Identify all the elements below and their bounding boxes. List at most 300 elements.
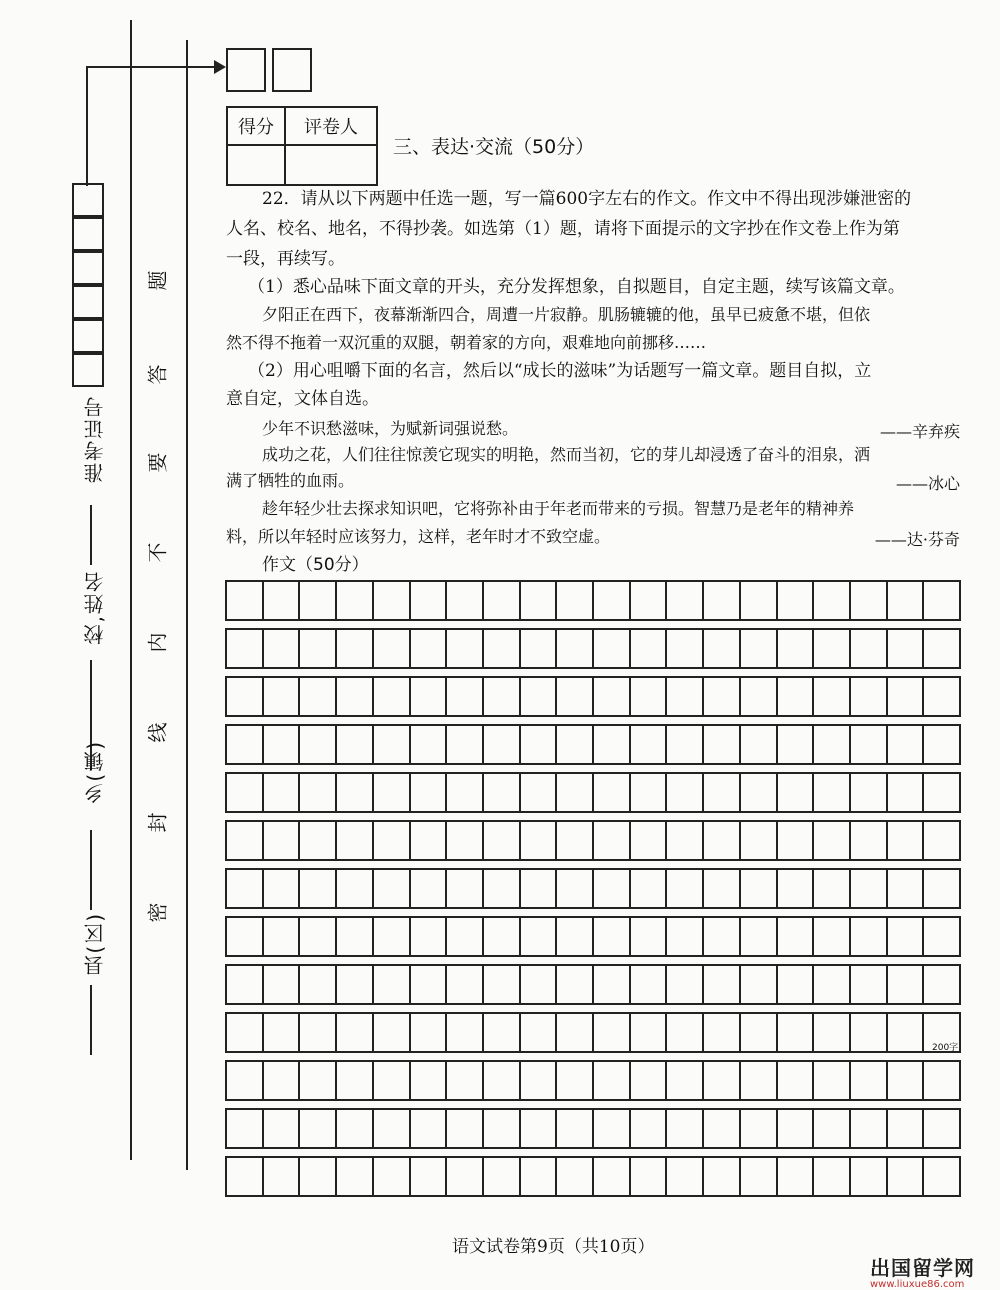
grid-cell[interactable] xyxy=(594,822,631,859)
grid-cell[interactable] xyxy=(631,822,668,859)
grid-cell[interactable] xyxy=(924,678,961,715)
grid-cell[interactable] xyxy=(521,582,558,619)
grid-cell[interactable] xyxy=(411,582,448,619)
grid-cell[interactable] xyxy=(667,918,704,955)
grid-cell[interactable] xyxy=(300,822,337,859)
grid-cell[interactable] xyxy=(411,774,448,811)
grid-cell[interactable] xyxy=(667,822,704,859)
grid-cell[interactable] xyxy=(851,726,888,763)
grid-cell[interactable] xyxy=(447,1062,484,1099)
grid-cell[interactable] xyxy=(411,966,448,1003)
grid-cell[interactable] xyxy=(741,1014,778,1051)
grid-cell[interactable] xyxy=(447,918,484,955)
grid-cell[interactable] xyxy=(300,774,337,811)
grid-cell[interactable] xyxy=(557,1014,594,1051)
page-footer: 语文试卷第9页（共10页） xyxy=(452,1237,655,1257)
grid-cell[interactable] xyxy=(447,582,484,619)
grid-cell[interactable] xyxy=(300,726,337,763)
grid-cell[interactable] xyxy=(851,630,888,667)
grid-cell[interactable] xyxy=(741,1062,778,1099)
grid-cell[interactable] xyxy=(521,678,558,715)
grid-cell[interactable] xyxy=(225,918,264,955)
grid-cell[interactable] xyxy=(557,630,594,667)
grid-cell[interactable] xyxy=(741,774,778,811)
author-1: ——辛弃疾 xyxy=(879,422,960,441)
grid-cell[interactable] xyxy=(778,678,815,715)
grid-cell[interactable] xyxy=(888,630,925,667)
grid-cell[interactable] xyxy=(631,726,668,763)
grid-cell[interactable] xyxy=(374,822,411,859)
grid-cell[interactable] xyxy=(521,966,558,1003)
grid-cell[interactable] xyxy=(374,918,411,955)
grid-cell[interactable] xyxy=(888,1014,925,1051)
grid-row xyxy=(225,868,961,909)
grid-cell[interactable] xyxy=(521,726,558,763)
grader-label: 评卷人 xyxy=(285,107,377,145)
quote-1: 少年不识愁滋味，为赋新词强说愁。 xyxy=(262,419,519,438)
grid-cell[interactable] xyxy=(521,822,558,859)
grid-cell[interactable] xyxy=(300,582,337,619)
grid-cell[interactable] xyxy=(814,582,851,619)
grid-cell[interactable] xyxy=(484,1158,521,1195)
grid-cell[interactable] xyxy=(225,1158,264,1195)
grid-cell[interactable] xyxy=(778,774,815,811)
grid-cell[interactable] xyxy=(337,1110,374,1147)
grid-cell[interactable] xyxy=(888,726,925,763)
grid-cell[interactable] xyxy=(225,726,264,763)
grid-cell[interactable] xyxy=(337,1014,374,1051)
grid-cell[interactable] xyxy=(557,726,594,763)
grid-cell[interactable] xyxy=(741,678,778,715)
grid-cell[interactable] xyxy=(778,966,815,1003)
grid-cell[interactable] xyxy=(557,1158,594,1195)
grid-cell[interactable] xyxy=(374,870,411,907)
grid-cell[interactable] xyxy=(924,774,961,811)
grid-cell[interactable] xyxy=(667,870,704,907)
grid-row xyxy=(225,916,961,957)
id-box-5[interactable] xyxy=(72,319,104,353)
grid-cell[interactable] xyxy=(484,678,521,715)
grid-cell[interactable] xyxy=(704,870,741,907)
grid-cell[interactable] xyxy=(484,726,521,763)
grid-cell[interactable] xyxy=(225,582,264,619)
grid-cell[interactable] xyxy=(814,1014,851,1051)
grid-cell[interactable] xyxy=(851,582,888,619)
grid-cell[interactable] xyxy=(374,630,411,667)
grid-cell[interactable] xyxy=(924,966,961,1003)
grid-cell[interactable] xyxy=(447,1014,484,1051)
grid-cell[interactable] xyxy=(484,966,521,1003)
grid-cell[interactable] xyxy=(594,774,631,811)
grid-cell[interactable] xyxy=(374,1158,411,1195)
grid-cell[interactable] xyxy=(594,630,631,667)
grid-cell[interactable] xyxy=(557,870,594,907)
grid-cell[interactable] xyxy=(484,774,521,811)
id-box-2[interactable] xyxy=(72,217,104,251)
grid-cell[interactable] xyxy=(337,1158,374,1195)
grid-cell[interactable] xyxy=(300,1014,337,1051)
grid-cell[interactable] xyxy=(667,774,704,811)
grid-cell[interactable] xyxy=(667,1062,704,1099)
grid-cell[interactable] xyxy=(594,678,631,715)
grid-cell[interactable] xyxy=(631,1062,668,1099)
grid-cell[interactable] xyxy=(851,678,888,715)
grid-cell[interactable] xyxy=(557,822,594,859)
grid-cell[interactable] xyxy=(557,1110,594,1147)
grid-cell[interactable] xyxy=(631,1158,668,1195)
grid-cell[interactable] xyxy=(667,1014,704,1051)
seal-char-7: 封 xyxy=(145,812,170,833)
grid-cell[interactable] xyxy=(704,774,741,811)
quote-2-line-2: 满了牺牲的血雨。 xyxy=(226,471,355,490)
grid-cell[interactable] xyxy=(264,1158,301,1195)
grid-cell[interactable] xyxy=(264,678,301,715)
grid-cell[interactable] xyxy=(374,774,411,811)
grid-cell[interactable] xyxy=(337,870,374,907)
blank-school[interactable] xyxy=(90,505,92,565)
grid-cell[interactable] xyxy=(667,1110,704,1147)
grid-cell[interactable] xyxy=(631,774,668,811)
grid-cell[interactable] xyxy=(888,918,925,955)
grid-cell[interactable] xyxy=(704,582,741,619)
grid-cell[interactable] xyxy=(447,1158,484,1195)
grid-cell[interactable] xyxy=(484,1062,521,1099)
grid-cell[interactable] xyxy=(851,1062,888,1099)
grid-cell[interactable] xyxy=(484,870,521,907)
grid-cell[interactable] xyxy=(264,822,301,859)
grid-gap xyxy=(225,813,961,820)
grid-cell[interactable] xyxy=(631,870,668,907)
grid-cell[interactable] xyxy=(264,774,301,811)
grid-cell[interactable] xyxy=(888,822,925,859)
grid-cell[interactable] xyxy=(484,918,521,955)
grid-gap xyxy=(225,861,961,868)
grid-cell[interactable] xyxy=(704,966,741,1003)
grid-cell[interactable] xyxy=(225,1062,264,1099)
grid-cell[interactable] xyxy=(374,678,411,715)
grid-cell[interactable] xyxy=(704,1110,741,1147)
grid-cell[interactable] xyxy=(225,1014,264,1051)
grid-cell[interactable] xyxy=(300,630,337,667)
option-2-line-2: 意自定，文体自选。 xyxy=(226,389,379,409)
grid-cell[interactable] xyxy=(374,726,411,763)
grid-cell[interactable] xyxy=(337,1062,374,1099)
grid-cell[interactable] xyxy=(594,1158,631,1195)
grid-cell[interactable] xyxy=(521,1110,558,1147)
id-box-6[interactable] xyxy=(72,353,104,387)
grid-cell[interactable] xyxy=(557,1062,594,1099)
grid-cell[interactable] xyxy=(447,1110,484,1147)
grid-cell[interactable] xyxy=(741,870,778,907)
grid-cell[interactable] xyxy=(631,678,668,715)
grid-cell[interactable] xyxy=(851,966,888,1003)
grid-cell[interactable] xyxy=(557,918,594,955)
grid-cell[interactable] xyxy=(704,1062,741,1099)
grid-cell[interactable] xyxy=(814,1110,851,1147)
grid-cell[interactable] xyxy=(778,1062,815,1099)
grid-cell[interactable] xyxy=(851,870,888,907)
seal-char-3: 要 xyxy=(145,452,170,473)
grid-cell[interactable] xyxy=(667,1158,704,1195)
label-school: 校,姓名 xyxy=(83,570,107,645)
grid-cell[interactable] xyxy=(741,630,778,667)
grid-cell[interactable] xyxy=(631,1110,668,1147)
grid-cell[interactable] xyxy=(264,582,301,619)
grid-cell[interactable] xyxy=(411,1158,448,1195)
section-title: 三、表达·交流（50分） xyxy=(393,136,595,158)
grid-cell[interactable] xyxy=(300,966,337,1003)
grid-cell[interactable] xyxy=(778,582,815,619)
grid-cell[interactable] xyxy=(411,1110,448,1147)
grid-cell[interactable] xyxy=(447,774,484,811)
arrow-line-horizontal xyxy=(86,66,216,68)
grid-cell[interactable] xyxy=(374,1110,411,1147)
seal-char-6: 线 xyxy=(145,722,170,743)
grid-cell[interactable] xyxy=(337,582,374,619)
grid-cell[interactable] xyxy=(264,726,301,763)
id-box-top-2[interactable] xyxy=(272,48,312,92)
grid-cell[interactable] xyxy=(411,870,448,907)
grid-cell[interactable] xyxy=(594,966,631,1003)
grid-cell[interactable] xyxy=(814,822,851,859)
grid-cell[interactable] xyxy=(447,870,484,907)
grid-cell[interactable] xyxy=(851,774,888,811)
grid-cell[interactable] xyxy=(411,918,448,955)
grid-cell[interactable] xyxy=(814,966,851,1003)
grid-cell[interactable] xyxy=(851,1158,888,1195)
id-box-3[interactable] xyxy=(72,251,104,285)
grid-cell[interactable] xyxy=(888,1158,925,1195)
grid-cell[interactable] xyxy=(411,822,448,859)
grid-cell[interactable] xyxy=(778,1014,815,1051)
grid-cell[interactable] xyxy=(851,822,888,859)
grid-cell[interactable] xyxy=(888,582,925,619)
grid-cell[interactable] xyxy=(225,774,264,811)
grid-cell[interactable] xyxy=(924,870,961,907)
grid-cell[interactable] xyxy=(264,630,301,667)
grid-gap xyxy=(225,1053,961,1060)
grid-cell[interactable] xyxy=(594,870,631,907)
id-box-4[interactable] xyxy=(72,285,104,319)
grid-cell[interactable] xyxy=(704,822,741,859)
grid-cell[interactable] xyxy=(264,966,301,1003)
grid-cell[interactable] xyxy=(924,726,961,763)
grid-cell[interactable] xyxy=(374,582,411,619)
grid-cell[interactable] xyxy=(521,1062,558,1099)
grid-cell[interactable] xyxy=(225,966,264,1003)
grid-cell[interactable] xyxy=(704,726,741,763)
grid-cell[interactable] xyxy=(300,1062,337,1099)
grid-cell[interactable] xyxy=(484,630,521,667)
grid-cell[interactable] xyxy=(594,1014,631,1051)
grader-cell[interactable] xyxy=(285,145,377,185)
grid-cell[interactable] xyxy=(521,918,558,955)
score-table xyxy=(226,106,378,186)
grid-cell[interactable] xyxy=(484,822,521,859)
grid-cell[interactable] xyxy=(447,822,484,859)
grid-cell[interactable] xyxy=(521,774,558,811)
grid-cell[interactable] xyxy=(924,1158,961,1195)
grid-cell[interactable] xyxy=(888,966,925,1003)
essay-grid[interactable] xyxy=(225,580,961,1197)
grid-cell[interactable] xyxy=(447,966,484,1003)
grid-cell[interactable] xyxy=(300,870,337,907)
grid-cell[interactable] xyxy=(704,678,741,715)
grid-cell[interactable] xyxy=(631,582,668,619)
grid-cell[interactable] xyxy=(704,1014,741,1051)
grid-cell[interactable] xyxy=(557,678,594,715)
grid-cell[interactable] xyxy=(667,678,704,715)
grid-cell[interactable] xyxy=(411,678,448,715)
grid-cell[interactable] xyxy=(411,1014,448,1051)
grid-cell[interactable] xyxy=(337,822,374,859)
grid-cell[interactable] xyxy=(374,1062,411,1099)
question-line-1: 22．请从以下两题中任选一题，写一篇600字左右的作文。作文中不得出现涉嫌泄密的 xyxy=(262,189,912,209)
grid-cell[interactable] xyxy=(300,1158,337,1195)
grid-row xyxy=(225,724,961,765)
label-county: 县(区) xyxy=(83,912,107,976)
grid-cell[interactable] xyxy=(741,1110,778,1147)
grid-cell[interactable] xyxy=(631,966,668,1003)
grid-cell[interactable] xyxy=(594,582,631,619)
grid-cell[interactable] xyxy=(521,870,558,907)
grid-cell[interactable] xyxy=(667,966,704,1003)
grid-cell[interactable] xyxy=(594,1062,631,1099)
grid-cell[interactable] xyxy=(594,918,631,955)
grid-cell[interactable] xyxy=(374,966,411,1003)
grid-cell[interactable] xyxy=(814,678,851,715)
grid-cell[interactable] xyxy=(225,1110,264,1147)
grid-cell[interactable] xyxy=(225,870,264,907)
grid-cell[interactable] xyxy=(924,822,961,859)
grid-cell[interactable] xyxy=(924,582,961,619)
grid-cell[interactable] xyxy=(741,1158,778,1195)
grid-cell[interactable] xyxy=(300,678,337,715)
grid-cell[interactable] xyxy=(484,1014,521,1051)
grid-cell[interactable] xyxy=(778,1158,815,1195)
watermark xyxy=(870,1252,975,1290)
blank-county-bottom[interactable] xyxy=(90,985,92,1055)
id-box-top-1[interactable] xyxy=(226,48,266,92)
grid-cell[interactable] xyxy=(814,1158,851,1195)
grid-cell[interactable] xyxy=(778,630,815,667)
grid-cell[interactable] xyxy=(888,678,925,715)
grid-cell[interactable] xyxy=(888,1062,925,1099)
grid-cell[interactable] xyxy=(888,1110,925,1147)
grid-cell[interactable] xyxy=(484,582,521,619)
grid-cell[interactable] xyxy=(337,918,374,955)
grid-cell[interactable] xyxy=(631,630,668,667)
id-box-1[interactable] xyxy=(72,183,104,217)
grid-cell[interactable] xyxy=(814,630,851,667)
grid-cell[interactable] xyxy=(704,1158,741,1195)
watermark-cn: 出国留学网 xyxy=(870,1256,975,1280)
grid-cell[interactable] xyxy=(924,1110,961,1147)
grid-cell[interactable] xyxy=(411,630,448,667)
grid-cell[interactable] xyxy=(778,822,815,859)
grid-cell[interactable] xyxy=(594,1110,631,1147)
grid-cell[interactable] xyxy=(300,1110,337,1147)
grid-cell[interactable] xyxy=(778,726,815,763)
grid-cell[interactable] xyxy=(264,1014,301,1051)
grid-cell[interactable] xyxy=(521,1014,558,1051)
grid-cell[interactable] xyxy=(521,1158,558,1195)
grid-cell[interactable] xyxy=(337,774,374,811)
grid-cell[interactable] xyxy=(447,630,484,667)
grid-cell[interactable] xyxy=(667,726,704,763)
grid-cell[interactable] xyxy=(337,630,374,667)
grid-cell[interactable] xyxy=(447,726,484,763)
grid-cell[interactable] xyxy=(337,726,374,763)
score-cell[interactable] xyxy=(227,145,285,185)
grid-cell[interactable] xyxy=(851,1110,888,1147)
grid-cell[interactable] xyxy=(594,726,631,763)
grid-cell[interactable] xyxy=(264,1062,301,1099)
grid-cell[interactable] xyxy=(814,918,851,955)
grid-cell[interactable] xyxy=(924,630,961,667)
grid-cell[interactable] xyxy=(557,582,594,619)
grid-gap xyxy=(225,765,961,772)
grid-cell[interactable] xyxy=(778,918,815,955)
grid-cell[interactable] xyxy=(741,726,778,763)
author-3: ——达·芬奇 xyxy=(874,530,960,549)
grid-cell[interactable] xyxy=(337,966,374,1003)
grid-cell[interactable] xyxy=(337,678,374,715)
grid-cell[interactable] xyxy=(557,774,594,811)
grid-cell[interactable] xyxy=(741,582,778,619)
grid-cell[interactable] xyxy=(667,582,704,619)
grid-cell[interactable] xyxy=(264,870,301,907)
grid-cell[interactable] xyxy=(484,1110,521,1147)
grid-cell[interactable] xyxy=(851,918,888,955)
question-line-2: 人名、校名、地名，不得抄袭。如选第（1）题，请将下面提示的文字抄在作文卷上作为第 xyxy=(226,219,900,239)
grid-cell[interactable] xyxy=(741,966,778,1003)
grid-cell[interactable] xyxy=(814,774,851,811)
grid-cell[interactable] xyxy=(264,918,301,955)
grid-cell[interactable] xyxy=(557,966,594,1003)
grid-cell[interactable] xyxy=(631,1014,668,1051)
grid-cell[interactable] xyxy=(374,1014,411,1051)
grid-cell[interactable] xyxy=(851,1014,888,1051)
grid-cell[interactable] xyxy=(225,678,264,715)
grid-cell[interactable] xyxy=(225,630,264,667)
grid-cell[interactable] xyxy=(704,630,741,667)
blank-county[interactable] xyxy=(90,830,92,910)
grid-cell[interactable] xyxy=(741,822,778,859)
grid-gap xyxy=(225,1005,961,1012)
grid-cell[interactable] xyxy=(778,870,815,907)
grid-cell[interactable] xyxy=(924,1062,961,1099)
grid-cell[interactable] xyxy=(411,1062,448,1099)
grid-cell[interactable] xyxy=(411,726,448,763)
grid-cell[interactable] xyxy=(741,918,778,955)
grid-cell[interactable] xyxy=(924,918,961,955)
grid-cell[interactable] xyxy=(667,630,704,667)
grid-cell[interactable] xyxy=(447,678,484,715)
grid-cell[interactable] xyxy=(300,918,337,955)
grid-cell[interactable] xyxy=(521,630,558,667)
grid-cell[interactable] xyxy=(814,870,851,907)
grid-cell[interactable] xyxy=(888,870,925,907)
grid-cell[interactable] xyxy=(264,1110,301,1147)
grid-cell[interactable] xyxy=(814,1062,851,1099)
grid-cell[interactable] xyxy=(225,822,264,859)
grid-cell[interactable] xyxy=(888,774,925,811)
grid-cell[interactable] xyxy=(631,918,668,955)
grid-cell[interactable] xyxy=(778,1110,815,1147)
grid-cell[interactable] xyxy=(704,918,741,955)
grid-cell[interactable] xyxy=(814,726,851,763)
